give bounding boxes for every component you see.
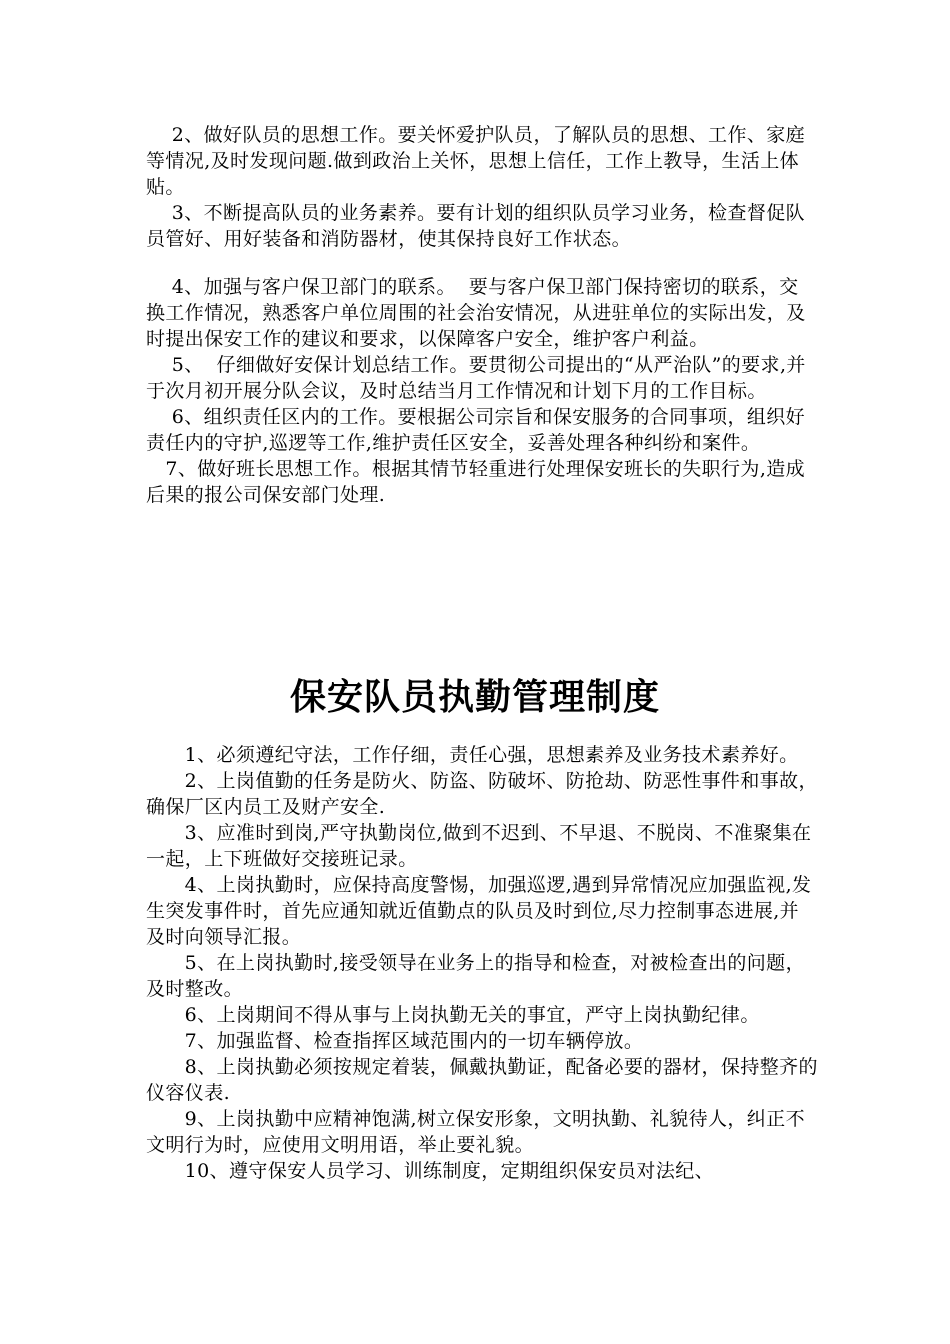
top-section bbox=[146, 122, 816, 508]
rule-item-6: 6、上岗期间不得从事与上岗执勤无关的事宜，严守上岗执勤纪律。 bbox=[146, 1004, 760, 1026]
rule-item-8: 8、上岗执勤必须按规定着装，佩戴执勤证，配备必要的器材，保持整齐的仪容仪表. bbox=[146, 1056, 818, 1104]
paragraph-item-7: 7、做好班长思想工作。根据其情节轻重进行处理保安班长的失职行为,造成后果的报公司保安部门处理. bbox=[146, 458, 806, 506]
rule-item-7: 7、加强监督、检查指挥区域范围内的一切车辆停放。 bbox=[146, 1030, 644, 1052]
rule-item-1: 1、必须遵纪守法，工作仔细，责任心强，思想素养及业务技术素养好。 bbox=[146, 744, 799, 766]
rule-item-3: 3、应准时到岗,严守执勤岗位,做到不迟到、不早退、不脱岗、不准聚集在一起，上下班做好交接班记录。 bbox=[146, 822, 812, 870]
rule-item-10: 10、遵守保安人员学习、训练制度，定期组织保安员对法纪、 bbox=[146, 1160, 715, 1182]
paragraph-item-2: 2、做好队员的思想工作。要关怀爱护队员，了解队员的思想、工作、家庭等情况,及时发现问题.做到政治上关怀，思想上信任，工作上教导，生活上体贴。 bbox=[146, 124, 806, 198]
rule-item-5: 5、在上岗执勤时,接受领导在业务上的指导和检查，对被检查出的问题，及时整改。 bbox=[146, 952, 805, 1000]
rule-item-2: 2、上岗值勤的任务是防火、防盗、防破坏、防抢劫、防恶性事件和事故，确保厂区内员工及财产安全. bbox=[146, 770, 818, 818]
rule-item-4: 4、上岗执勤时，应保持高度警惕，加强巡逻,遇到异常情况应加强监视,发生突发事件时，首先应通知就近值勤点的队员及时到位,尽力控制事态进展,并及时向领导汇报。 bbox=[146, 874, 812, 948]
paragraph-item-3: 3、不断提高队员的业务素养。要有计划的组织队员学习业务，检查督促队员管好、用好装备和消防器材，使其保持良好工作状态。 bbox=[146, 202, 806, 250]
paragraph-item-5: 5、 仔细做好安保计划总结工作。要贯彻公司提出的“从严治队”的要求,并于次月初开展分队会议，及时总结当月工作情况和计划下月的工作目标。 bbox=[146, 354, 806, 402]
rule-item-9: 9、上岗执勤中应精神饱满,树立保安形象，文明执勤、礼貌待人，纠正不文明行为时，应使用文明用语，举止要礼貌。 bbox=[146, 1108, 805, 1156]
paragraph-item-6: 6、组织责任区内的工作。要根据公司宗旨和保安服务的合同事项，组织好责任内的守护,巡逻等工作,维护责任区安全，妥善处理各种纠纷和案件。 bbox=[146, 406, 806, 454]
section-title: 保安队员执勤管理制度 bbox=[289, 677, 660, 718]
paragraph-item-4: 4、加强与客户保卫部门的联系。 要与客户保卫部门保持密切的联系，交换工作情况，熟悉客户单位周围的社会治安情况，从进驻单位的实际出发，及时提出保安工作的建议和要求，以保障客户安全，维护客户利益。 bbox=[146, 276, 806, 350]
bottom-section bbox=[146, 742, 818, 1184]
